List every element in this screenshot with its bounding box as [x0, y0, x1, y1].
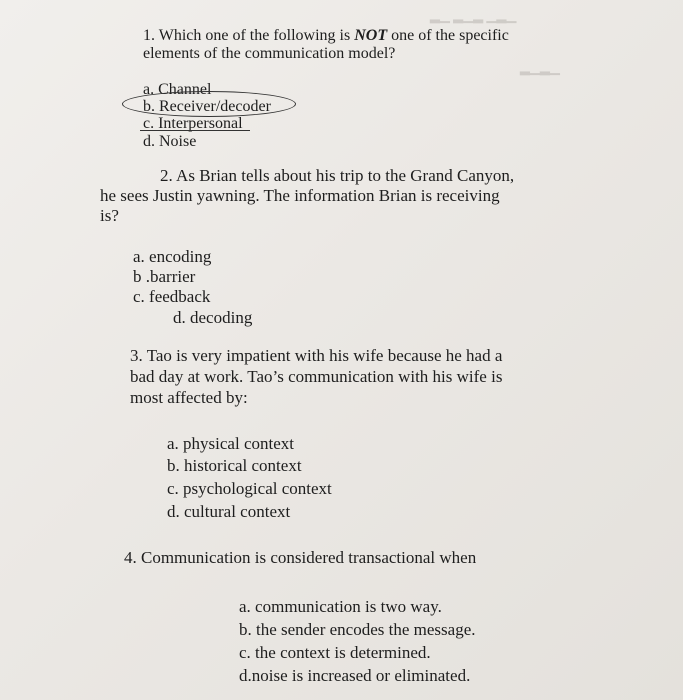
question-2-option-c: c. feedback [133, 287, 211, 306]
question-1-stem-line-1: 1. Which one of the following is NOT one of the specific [143, 27, 509, 44]
bleed-through-mark: ▁▂▁ ▂▁▂ ▁▂ [430, 8, 517, 23]
question-1-option-b: b. Receiver/decoder [143, 98, 271, 115]
question-2-option-a: a. encoding [133, 247, 212, 266]
question-1-option-c: c. Interpersonal [143, 115, 243, 132]
question-3-stem-line-3: most affected by: [130, 388, 248, 407]
question-3-stem-line-2: bad day at work. Tao’s communication with his wife is [130, 367, 503, 386]
question-3-option-b: b. historical context [167, 456, 302, 475]
question-2-option-b: b .barrier [133, 267, 196, 286]
question-3-stem-line-1: 3. Tao is very impatient with his wife because he had a [130, 346, 503, 365]
question-4-option-d: d.noise is increased or eliminated. [239, 666, 471, 685]
question-2-stem-line-1: 2. As Brian tells about his trip to the Grand Canyon, [160, 166, 515, 185]
question-1-stem-line-2: elements of the communication model? [143, 45, 396, 62]
question-3-option-c: c. psychological context [167, 479, 332, 498]
question-3-option-d: d. cultural context [167, 502, 291, 521]
question-4-option-a: a. communication is two way. [239, 597, 442, 616]
question-2-option-d: d. decoding [173, 308, 253, 327]
pen-underline-mark [140, 130, 250, 131]
question-2-stem-line-2: he sees Justin yawning. The information Brian is receiving [100, 186, 500, 205]
question-4-option-c: c. the context is determined. [239, 643, 431, 662]
question-4-stem-line-1: 4. Communication is considered transactional when [124, 548, 477, 567]
question-1-emphasis: NOT [354, 27, 388, 44]
question-1-option-d: d. Noise [143, 133, 197, 150]
question-4-option-b: b. the sender encodes the message. [239, 620, 476, 639]
question-1-option-a: a. Channel [143, 81, 212, 98]
question-3-option-a: a. physical context [167, 434, 294, 453]
question-2-stem-line-3: is? [100, 206, 119, 225]
bleed-through-mark: ▁▂▁▂ [520, 60, 560, 75]
